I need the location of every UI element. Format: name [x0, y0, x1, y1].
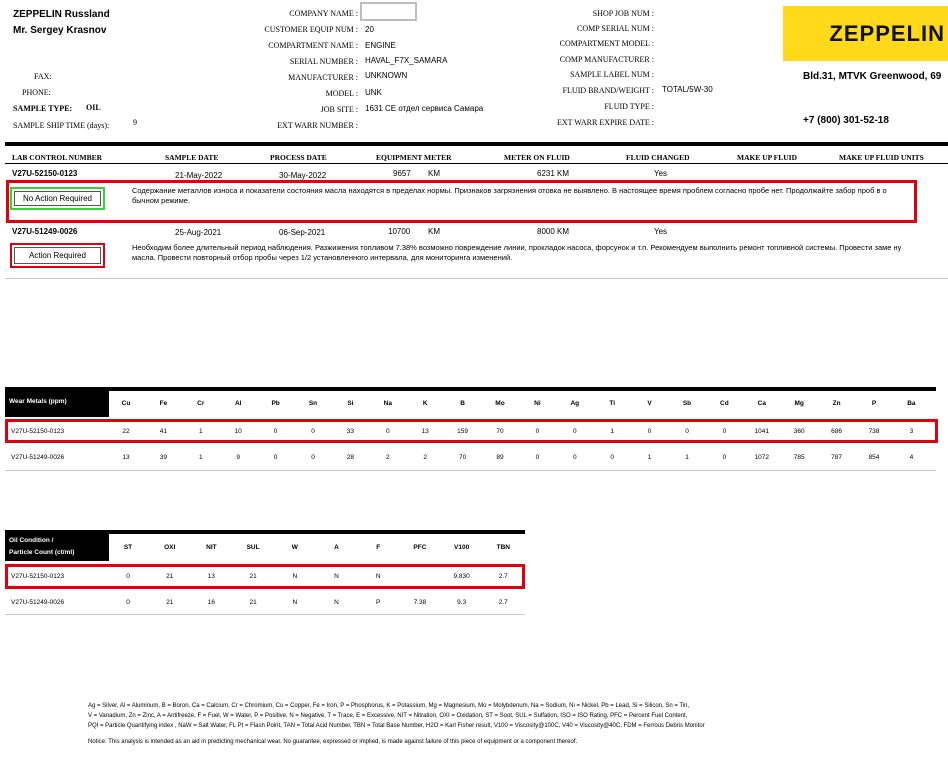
wear-col-b: B [460, 400, 465, 407]
wear-cell-cd: 0 [722, 454, 727, 461]
oil-col-v100: V100 [454, 544, 470, 551]
oil-cell-st: 0 [126, 599, 130, 606]
fluid-brand-label: FLUID BRAND/WEIGHT : [562, 86, 654, 95]
status-badge-label: No Action Required [14, 191, 101, 206]
notice: Notice: This analysis is intended as an aid in predicting mechanical wear. No guarantee, expressed or implied, is made against failure of this piece of equipment or a component thereof. [88, 739, 578, 745]
wear-cell-ca: 1041 [754, 428, 770, 435]
oil-cell-tbn: 2.7 [498, 599, 508, 606]
wear-col-ag: Ag [570, 400, 580, 407]
wear-col-zn: Zn [832, 400, 841, 407]
comp-model-label: COMPARTMENT MODEL : [559, 39, 654, 48]
wear-cell-cd: 0 [722, 428, 727, 435]
job-site-label: JOB SITE : [320, 105, 358, 114]
legend-line-2: V = Vanadium, Zn = Zinc, A = Antifreeze, F = Fuel, W = Water, P = Positive, N = Negative, T = Trace, E = Excessive, NIT = Nitration, OXI = Oxidation, ST = Soot, SUL = Sulfation, ISO = ISO Rating, PFC = Percent Fuel Content, [88, 713, 688, 719]
lab-row-id: V27U-52150-0123 [12, 169, 78, 178]
wear-cell-fe: 41 [159, 428, 167, 435]
legend-line-1: Ag = Silver, Al = Aluminum, B = Boron, Ca = Calcium, Cr = Chromium, Cu = Copper, Fe = Iron, P = Phosphorus, K = Potassium, Mg = Magnesium, Mo = Molybdenum, Na = Sodium, Ni = Nickel, Pb = Lead, Si = Silicon, Sn = Tin, [88, 703, 690, 709]
lab-row-equip-meter: 10700 [388, 227, 411, 236]
oil-row-id: V27U-52150-0123 [11, 573, 65, 580]
wear-cell-k: 2 [423, 454, 427, 461]
oil-cell-tbn: 2.7 [498, 573, 508, 580]
wear-cell-sn: 0 [311, 428, 315, 435]
wear-col-ni: Ni [534, 400, 541, 407]
wear-cell-ag: 0 [572, 454, 577, 461]
oil-title-line1: Oil Condition / [9, 537, 54, 544]
oil-cell-a: N [334, 599, 339, 606]
wear-cell-ag: 0 [572, 428, 577, 435]
wear-cell-k: 13 [421, 428, 429, 435]
lab-header-make-up-fluid: MAKE UP FLUID [737, 153, 797, 162]
highlight-box [5, 419, 938, 443]
lab-header-equipment-meter: EQUIPMENT METER [376, 153, 452, 162]
status-badge [10, 243, 105, 268]
manufacturer-label: MANUFACTURER : [288, 73, 358, 82]
wear-cell-v: 1 [647, 454, 652, 461]
shop-job-label: SHOP JOB NUM : [592, 9, 654, 18]
ship-time-label: SAMPLE SHIP TIME (days): [13, 121, 110, 130]
ext-warr-number-label: EXT WARR NUMBER : [277, 121, 358, 130]
customer-company: ZEPPELIN Russland [13, 9, 110, 20]
wear-cell-p: 738 [868, 428, 880, 435]
wear-cell-cu: 22 [122, 428, 130, 435]
lab-header-fluid-changed: FLUID CHANGED [626, 153, 690, 162]
wear-title: Wear Metals (ppm) [9, 398, 67, 405]
oil-cell-oxi: 21 [166, 573, 174, 580]
wear-cell-ni: 0 [535, 454, 540, 461]
wear-cell-fe: 39 [159, 454, 167, 461]
oil-col-tbn: TBN [496, 544, 510, 551]
sample-type-label: SAMPLE TYPE: [13, 104, 73, 113]
company-name-label: COMPANY NAME : [289, 9, 358, 18]
wear-col-ca: Ca [757, 400, 766, 407]
wear-cell-sb: 1 [685, 454, 689, 461]
wear-cell-sb: 0 [685, 428, 689, 435]
wear-cell-ni: 0 [535, 428, 540, 435]
wear-cell-cr: 1 [198, 454, 203, 461]
wear-cell-mo: 89 [496, 454, 504, 461]
wear-col-cu: Cu [121, 400, 131, 407]
lab-row-sample-date: 21-May-2022 [175, 171, 223, 180]
wear-col-mo: Mo [495, 400, 505, 407]
oil-cell-v100: 9.830 [453, 573, 470, 580]
oil-cell-nit: 13 [207, 573, 215, 580]
wear-cell-si: 33 [346, 428, 354, 435]
lab-header-process-date: PROCESS DATE [270, 153, 327, 162]
wear-row-id: V27U-51249-0026 [11, 454, 65, 461]
oil-cell-f: P [376, 599, 381, 606]
row-divider [5, 614, 525, 615]
comp-serial-label: COMP SERIAL NUM : [577, 24, 654, 33]
wear-cell-mg: 360 [793, 428, 805, 435]
wear-cell-ba: 3 [909, 428, 914, 435]
wear-col-v: V [647, 400, 652, 407]
wear-row-id: V27U-52150-0123 [11, 428, 65, 435]
company-name-field [360, 2, 417, 21]
wear-cell-zn: 686 [831, 428, 843, 435]
compartment-name-label: COMPARTMENT NAME : [268, 41, 358, 50]
wear-cell-al: 10 [234, 428, 242, 435]
status-badge [10, 187, 105, 210]
oil-cell-pfc: 7.38 [413, 599, 427, 606]
lab-row-equip-unit: KM [428, 169, 440, 178]
oil-cell-oxi: 21 [166, 599, 174, 606]
wear-cell-b: 70 [458, 454, 467, 461]
oil-col-w: W [291, 544, 298, 551]
lab-row-meter-on-fluid: 6231 KM [537, 169, 570, 178]
wear-col-p: P [871, 400, 877, 407]
oil-col-sul: SUL [246, 544, 260, 551]
customer-equip-value: 20 [365, 25, 374, 34]
wear-cell-mg: 785 [793, 454, 805, 461]
dealer-address: Bld.31, MTVK Greenwood, 69 [803, 71, 942, 82]
phone-label: PHONE: [22, 88, 51, 97]
wear-cell-ti: 0 [610, 454, 614, 461]
lab-row-sample-date: 25-Aug-2021 [175, 228, 222, 237]
wear-col-fe: Fe [159, 400, 168, 407]
lab-row-fluid-changed: Yes [654, 227, 668, 236]
wear-cell-mo: 70 [496, 428, 504, 435]
oil-cell-sul: 21 [249, 573, 257, 580]
customer-equip-label: CUSTOMER EQUIP NUM : [264, 25, 358, 34]
wear-col-mg: Mg [794, 400, 804, 407]
wear-cell-pb: 0 [273, 454, 278, 461]
lab-header-make-up-units: MAKE UP FLUID UNITS [839, 153, 924, 162]
oil-cell-nit: 16 [207, 599, 215, 606]
logo-text: ZEPPELIN [829, 21, 945, 46]
wear-cell-si: 28 [346, 454, 354, 461]
wear-col-ba: Ba [907, 400, 916, 407]
oil-col-nit: NIT [206, 544, 217, 551]
wear-cell-sn: 0 [311, 454, 315, 461]
oil-col-pfc: PFC [413, 544, 427, 551]
oil-col-f: F [376, 544, 381, 551]
model-label: MODEL : [325, 89, 358, 98]
lab-row-comment: Необходим более длительный период наблюдения. Разжижения топливом 7.38% возможно повреждение линии, прокладок насоса, форсунок и т.п. Рекомендуем выполнить ремонт топливной системы. Провести заме ну масла. Провести повторный отбор пробы через 1/2 установленного интервала, для мониторинга изменений. [132, 243, 902, 262]
highlight-box [5, 564, 525, 589]
lab-header-rule [5, 163, 948, 164]
wear-cell-cr: 1 [198, 428, 203, 435]
oil-title-line2: Particle Count (ct/ml) [9, 549, 75, 556]
wear-cell-pb: 0 [273, 428, 278, 435]
lab-row-id: V27U-51249-0026 [12, 227, 78, 236]
wear-col-na: Na [383, 400, 392, 407]
wear-cell-p: 854 [868, 454, 880, 461]
row-divider [5, 278, 948, 279]
wear-col-al: Al [234, 400, 242, 407]
wear-col-k: K [422, 400, 428, 407]
zeppelin-logo [783, 6, 948, 61]
manufacturer-value: UNKNOWN [365, 71, 408, 80]
lab-header-sample-date: SAMPLE DATE [165, 153, 219, 162]
wear-cell-cu: 13 [122, 454, 130, 461]
wear-col-cd: Cd [720, 400, 729, 407]
wear-cell-ba: 4 [909, 454, 914, 461]
oil-cell-w: N [292, 599, 298, 606]
serial-number-value: HAVAL_F7X_SAMARA [365, 56, 448, 65]
fax-label: FAX: [34, 72, 52, 81]
wear-col-sn: Sn [308, 400, 318, 407]
legend-line-3: PQI = Particle Quantifying index , NaW = Salt Water, FL Pt = Flash Point, TAN = Total Acid Number, TBN = Total Base Number, H2O = Karl Fisher result, V100 = Viscosity@100C, V40 = Viscosity@40C, FDM = Ferrous Debris Monitor [88, 723, 705, 729]
wear-cell-b: 159 [457, 428, 469, 435]
lab-header-meter-on-fluid: METER ON FLUID [504, 153, 570, 162]
wear-col-si: Si [347, 400, 354, 407]
sample-label-num-label: SAMPLE LABEL NUM : [570, 70, 654, 79]
section-divider [5, 142, 948, 146]
oil-row-id: V27U-51249-0026 [11, 599, 65, 606]
wear-cell-zn: 787 [831, 454, 843, 461]
lab-header-lab-control: LAB CONTROL NUMBER [12, 153, 103, 162]
wear-col-cr: Cr [197, 400, 205, 407]
oil-cell-f: N [375, 573, 381, 580]
lab-row-equip-unit: KM [428, 227, 440, 236]
comp-manufacturer-label: COMP MANUFACTURER : [559, 55, 654, 64]
row-divider [5, 470, 936, 471]
job-site-value: 1631 СЕ отдел сервиса Самара [365, 104, 484, 113]
oil-col-a: A [334, 544, 339, 551]
oil-cell-a: N [334, 573, 339, 580]
fluid-brand-value: TOTAL/5W-30 [662, 85, 713, 94]
ext-warr-expire-label: EXT WARR EXPIRE DATE : [556, 118, 654, 127]
serial-number-label: SERIAL NUMBER : [289, 57, 358, 66]
lab-row-fluid-changed: Yes [654, 169, 668, 178]
oil-cell-st: 0 [126, 573, 130, 580]
status-badge-label: Action Required [14, 247, 101, 264]
lab-row-process-date: 06-Sep-2021 [279, 228, 326, 237]
customer-contact: Mr. Sergey Krasnov [13, 25, 107, 36]
oil-col-oxi: OXI [164, 544, 176, 551]
lab-row-equip-meter: 9657 [393, 169, 411, 178]
wear-cell-v: 0 [647, 428, 652, 435]
wear-cell-na: 0 [385, 428, 390, 435]
wear-cell-ti: 1 [610, 428, 614, 435]
sample-type-value: OIL [86, 103, 101, 112]
wear-cell-na: 2 [385, 454, 390, 461]
wear-col-sb: Sb [682, 400, 692, 407]
oil-cell-w: N [292, 573, 298, 580]
lab-row-process-date: 30-May-2022 [279, 171, 327, 180]
lab-row-comment: Содержание металлов износа и показатели состояния масла находятся в пределах нормы. Признаков загрязнения отовка не выявлено. В настоящее время проблем согласно пробе нет. Продолжайте забор проб в о бычном режиме. [132, 186, 887, 205]
oil-title-cell [5, 534, 109, 561]
lab-row-meter-on-fluid: 8000 KM [537, 227, 570, 236]
wear-cell-ca: 1072 [754, 454, 770, 461]
model-value: UNK [365, 88, 382, 97]
oil-col-st: ST [123, 544, 133, 551]
oil-cell-sul: 21 [249, 599, 257, 606]
wear-col-ti: Ti [609, 400, 616, 407]
ship-time-value: 9 [133, 118, 137, 127]
oil-cell-v100: 9.3 [457, 599, 467, 606]
wear-title-cell [5, 391, 109, 417]
dealer-phone: +7 (800) 301-52-18 [803, 115, 889, 126]
wear-cell-al: 9 [236, 454, 240, 461]
compartment-name-value: ENGINE [365, 41, 396, 50]
wear-col-pb: Pb [271, 400, 280, 407]
fluid-type-label: FLUID TYPE : [604, 102, 654, 111]
